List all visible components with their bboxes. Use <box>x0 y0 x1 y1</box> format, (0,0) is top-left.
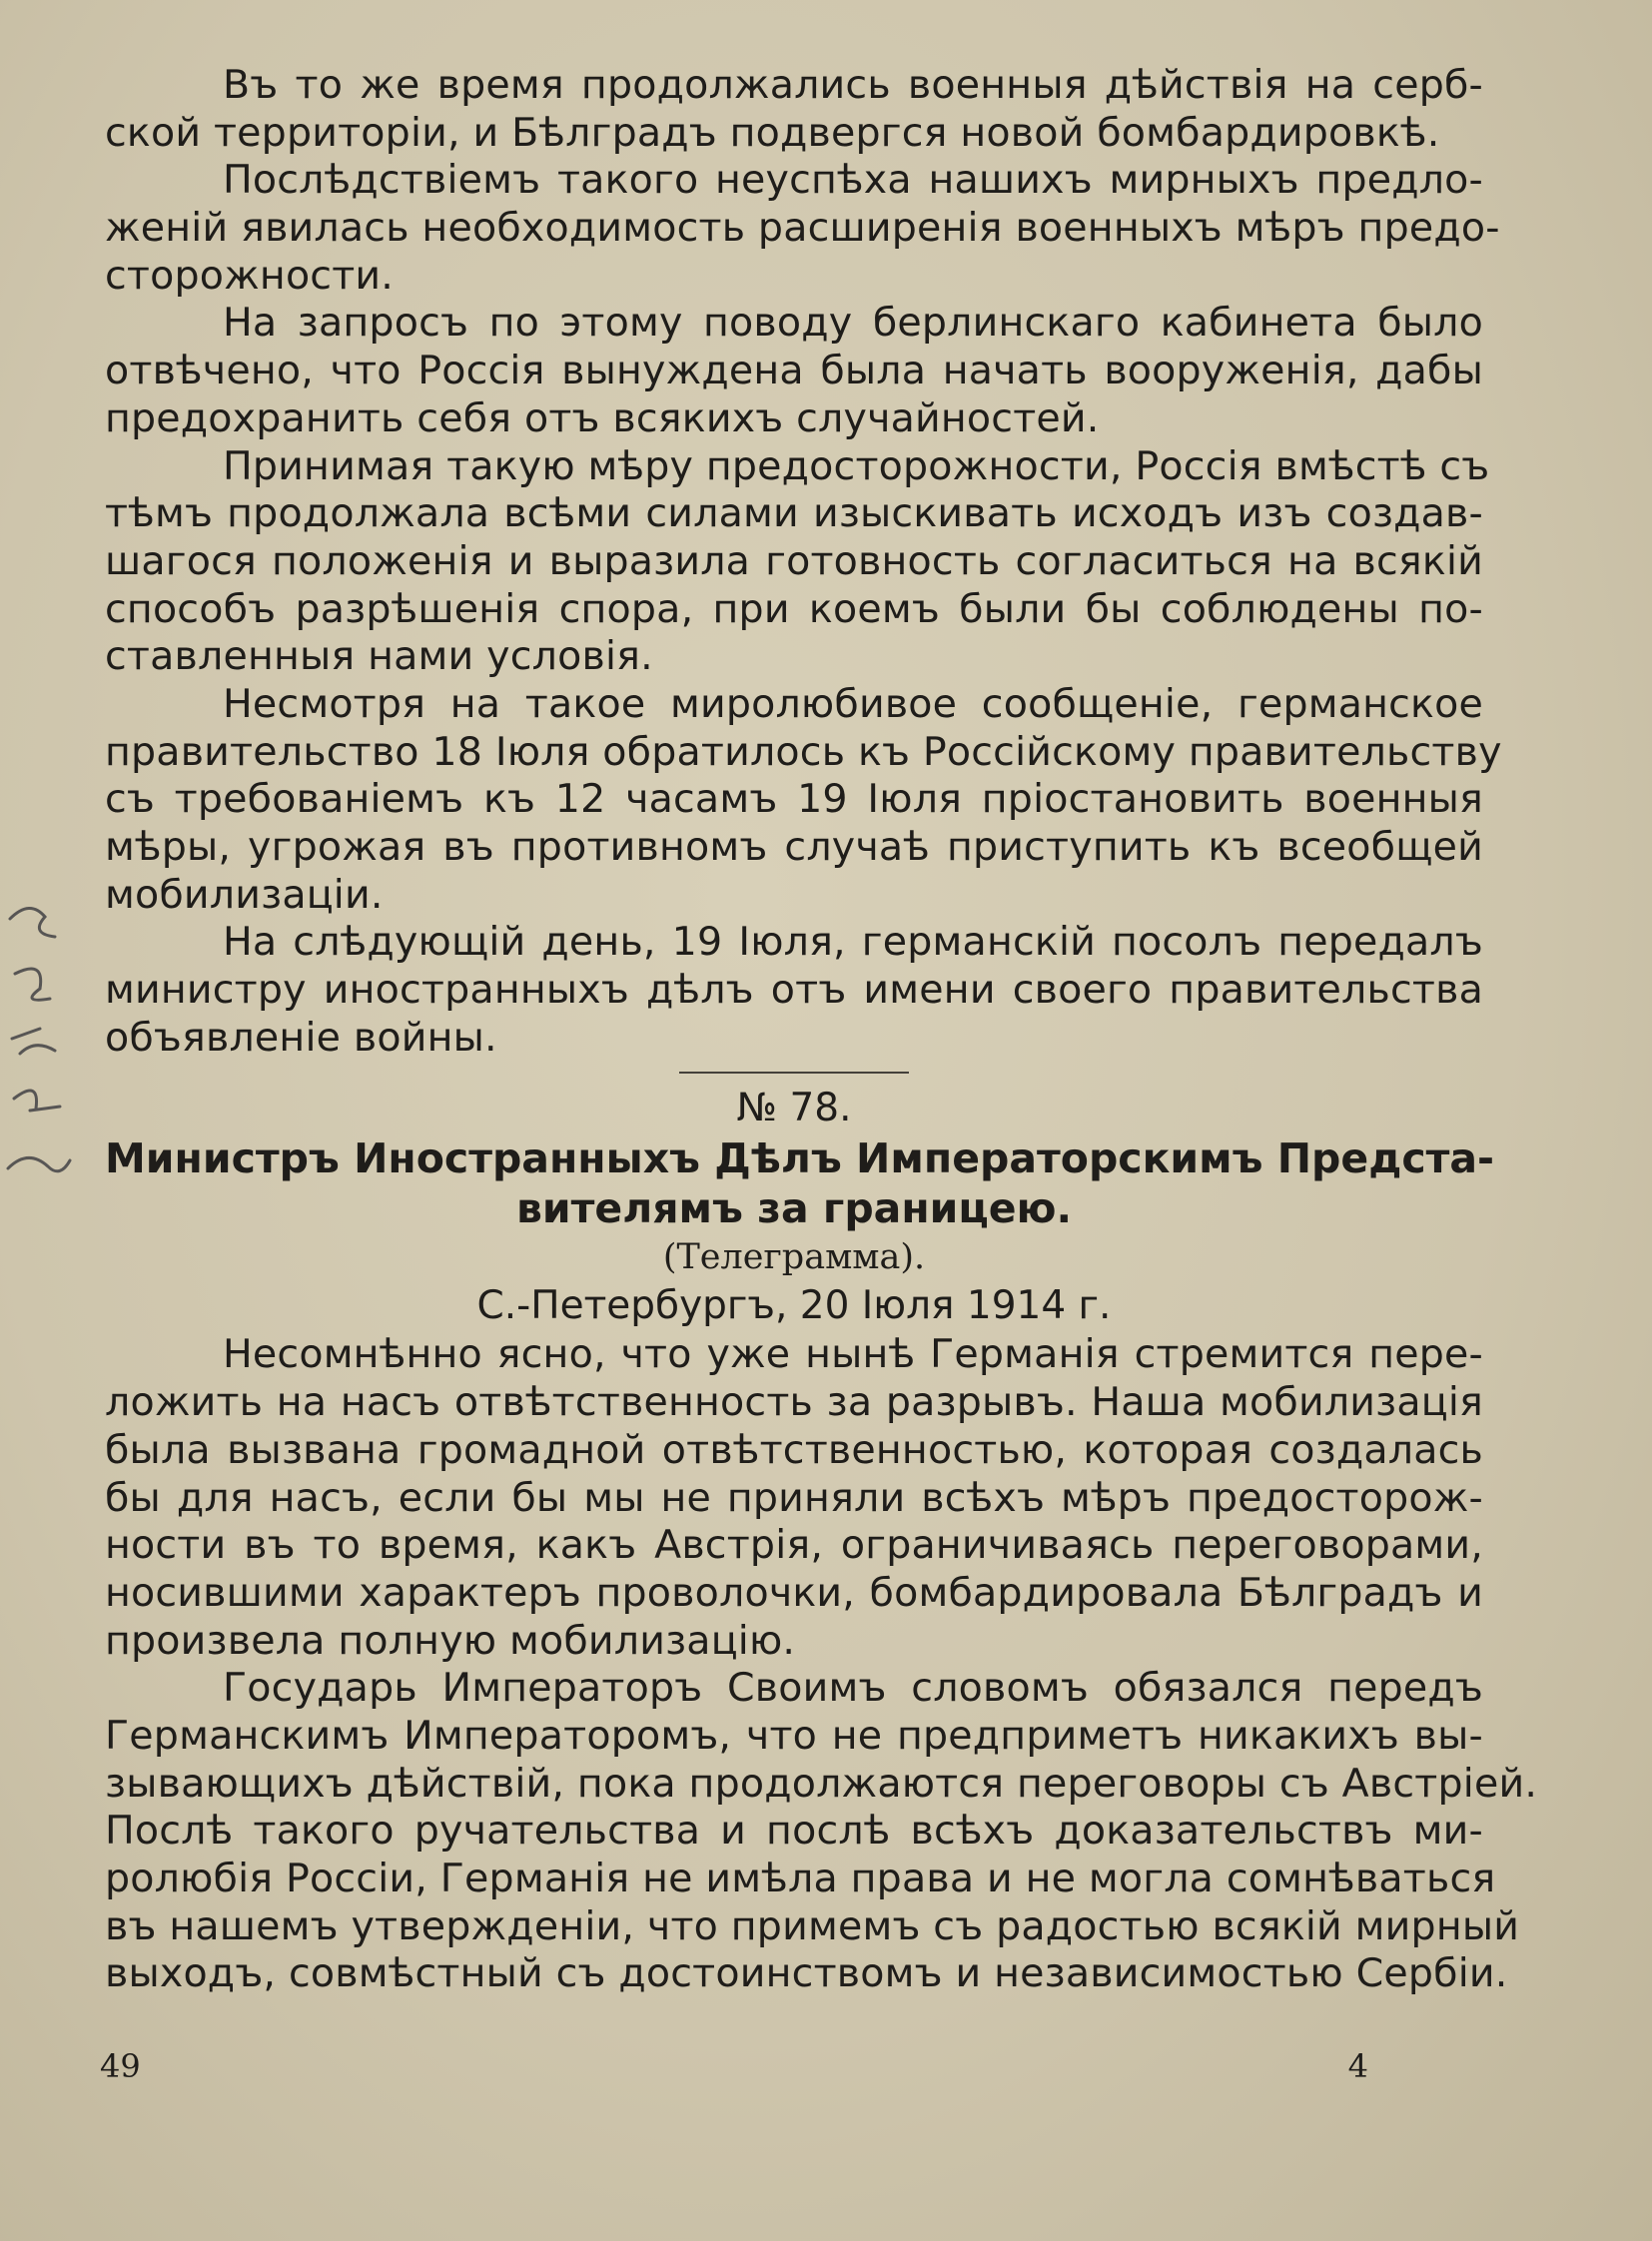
text-line: Принимая такую мѣру предосторожности, Россія вмѣстѣ съ <box>223 442 1490 489</box>
text-line: съ требованіемъ къ 12 часамъ 19 Іюля пріостановить военныя <box>105 776 1483 823</box>
text-line: Послѣ такого ручательства и послѣ всѣхъ доказательствъ ми- <box>105 1808 1483 1855</box>
text-line: была вызвана громадной отвѣтственностью, которая создалась <box>105 1426 1483 1473</box>
text-line: бы для насъ, если бы мы не приняли всѣхъ мѣръ предосторож- <box>105 1474 1483 1521</box>
text-line: ложить на насъ отвѣтственность за разрывъ. Наша мобилизація <box>105 1379 1483 1426</box>
document-heading-line1: Министръ Иностранныхъ Дѣлъ Императорскимъ Предста- <box>105 1134 1495 1183</box>
text-line: въ нашемъ утвержденіи, что примемъ съ радостью всякій мирный <box>105 1902 1520 1949</box>
paragraph <box>105 442 1490 681</box>
text-line: сторожности. <box>105 252 395 299</box>
document-number: № 78. <box>736 1086 852 1131</box>
section-divider <box>679 1072 909 1074</box>
paragraph <box>105 300 1483 442</box>
text-line: шагося положенія и выразила готовность согласиться на всякій <box>105 537 1483 584</box>
text-line: министру иностранныхъ дѣлъ отъ имени своего правительства <box>105 967 1483 1014</box>
text-line: произвела полную мобилизацію. <box>105 1617 796 1664</box>
text-line: тѣмъ продолжала всѣми силами изыскивать исходъ изъ создав- <box>105 490 1483 537</box>
text-line: ролюбія Россіи, Германія не имѣла права и не могла сомнѣваться <box>105 1856 1496 1901</box>
text-line: предохранить себя отъ всякихъ случайностей. <box>105 394 1100 441</box>
text-line: отвѣчено, что Россія вынуждена была начать вооруженія, дабы <box>105 348 1483 394</box>
text-line: женій явилась необходимость расширенія военныхъ мѣръ предо- <box>105 205 1500 252</box>
text-line: ности въ то время, какъ Австрія, ограничиваясь переговорами, <box>105 1522 1483 1569</box>
text-line: Въ то же время продолжались военныя дѣйствія на серб- <box>223 62 1483 108</box>
document-subtitle: (Телеграмма). <box>662 1237 926 1278</box>
page-number-left: 49 <box>100 2047 141 2085</box>
handwritten-margin-notes <box>0 879 110 1198</box>
text-line: Послѣдствіемъ такого неуспѣха нашихъ мирныхъ предло- <box>223 157 1483 204</box>
text-line: носившими характеръ проволочки, бомбардировала Бѣлградъ и <box>105 1569 1483 1616</box>
paragraph <box>105 1665 1538 1998</box>
text-line: мобилизаціи. <box>105 871 384 918</box>
text-line: способъ разрѣшенія спора, при коемъ были бы соблюдены по- <box>105 585 1483 632</box>
text-line: правительство 18 Іюля обратилось къ Россійскому правительству <box>105 728 1502 775</box>
paragraph <box>105 1331 1483 1665</box>
text-line: ставленныя нами условія. <box>105 633 653 680</box>
text-line: Несмотря на такое миролюбивое сообщеніе, германское <box>223 680 1483 727</box>
paragraph <box>105 157 1500 300</box>
text-line: мѣры, угрожая въ противномъ случаѣ приступить къ всеобщей <box>105 824 1483 870</box>
text-body <box>105 62 1538 1998</box>
place-date: С.-Петербургъ, 20 Іюля 1914 г. <box>476 1283 1112 1329</box>
bottom-paragraphs <box>105 1331 1538 1998</box>
text-line: объявленіе войны. <box>105 1014 497 1061</box>
page-number-right: 4 <box>1347 2047 1368 2085</box>
text-line: Германскимъ Императоромъ, что не предприметъ никакихъ вы- <box>105 1712 1483 1759</box>
text-line: ской территоріи, и Бѣлградъ подвергся новой бомбардировкѣ. <box>105 109 1440 156</box>
text-line: выходъ, совмѣстный съ достоинствомъ и независимостью Сербіи. <box>105 1950 1508 1997</box>
text-line: зывающихъ дѣйствій, пока продолжаются переговоры съ Австріей. <box>105 1760 1538 1807</box>
text-line: На запросъ по этому поводу берлинскаго кабинета было <box>223 300 1483 347</box>
paragraph <box>105 680 1502 919</box>
text-line: На слѣдующій день, 19 Іюля, германскій посолъ передалъ <box>223 919 1483 966</box>
paragraph <box>105 919 1483 1062</box>
text-line: Государь Императоръ Своимъ словомъ обязался передъ <box>223 1665 1483 1712</box>
paragraph <box>105 62 1483 157</box>
top-paragraphs <box>105 62 1502 1062</box>
document-heading-line2: вителямъ за границею. <box>515 1184 1073 1233</box>
text-line: Несомнѣнно ясно, что уже нынѣ Германія стремится пере- <box>223 1331 1483 1378</box>
